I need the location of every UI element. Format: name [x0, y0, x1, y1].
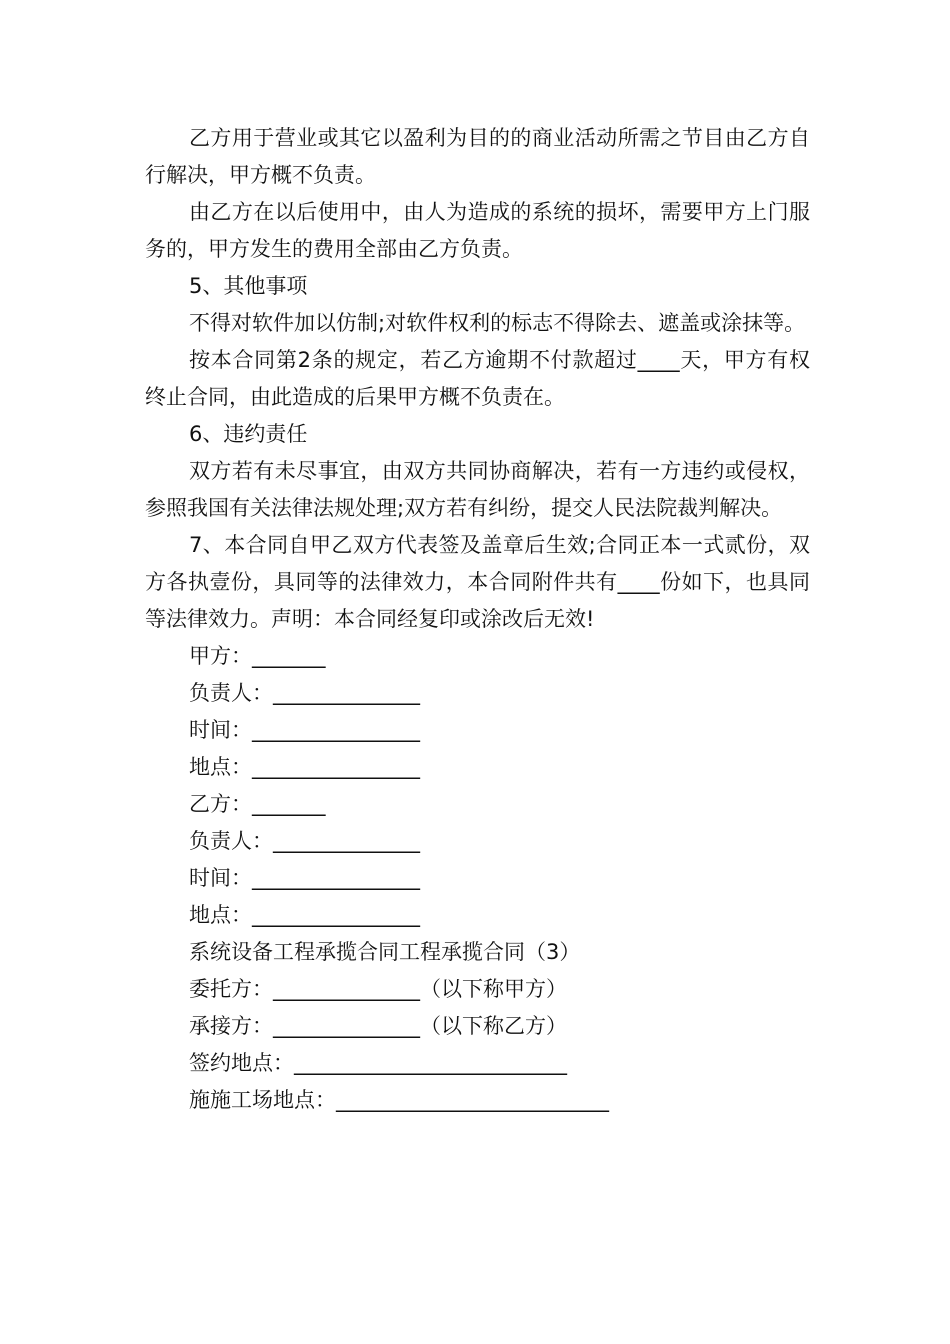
next-contract-title: 系统设备工程承揽合同工程承揽合同（3） [189, 940, 581, 964]
paragraph-overdue-payment: 按本合同第2条的规定，若乙方逾期不付款超过____天，甲方有权终止合同，由此造成的后果甲方概不负责在。 [145, 348, 810, 409]
document-body [145, 120, 810, 1119]
next-contract-sign-place: 签约地点：__________________________ [189, 1051, 567, 1075]
section-heading-other-matters: 5、其他事项 [189, 274, 308, 298]
next-contract-client: 委托方：______________（以下称甲方） [189, 977, 567, 1001]
signature-party-a-place: 地点：________________ [189, 755, 420, 779]
signature-party-b-place: 地点：________________ [189, 903, 420, 927]
paragraph-effective: 7、本合同自甲乙双方代表签及盖章后生效;合同正本一式贰份，双方各执壹份，具同等的法律效力，本合同附件共有____份如下，也具同等法律效力。声明：本合同经复印或涂改后无效! [145, 533, 810, 631]
signature-party-b: 乙方：_______ [189, 792, 326, 816]
signature-party-b-time: 时间：________________ [189, 866, 420, 890]
paragraph-self-solve: 乙方用于营业或其它以盈利为目的的商业活动所需之节目由乙方自行解决，甲方概不负责。 [145, 126, 810, 187]
section-heading-breach: 6、违约责任 [189, 422, 308, 446]
paragraph-dispute: 双方若有未尽事宜，由双方共同协商解决，若有一方违约或侵权，参照我国有关法律法规处理;双方若有纠纷，提交人民法院裁判解决。 [145, 459, 810, 520]
signature-party-a-responsible: 负责人：______________ [189, 681, 420, 705]
next-contract-contractor: 承接方：______________（以下称乙方） [189, 1014, 567, 1038]
paragraph-no-copy: 不得对软件加以仿制;对软件权利的标志不得除去、遮盖或涂抹等。 [189, 311, 806, 335]
signature-party-a: 甲方：_______ [189, 644, 326, 668]
signature-party-b-responsible: 负责人：______________ [189, 829, 420, 853]
next-contract-site-place: 施施工场地点：__________________________ [189, 1088, 609, 1112]
signature-party-a-time: 时间：________________ [189, 718, 420, 742]
paragraph-damage-cost: 由乙方在以后使用中，由人为造成的系统的损坏，需要甲方上门服务的，甲方发生的费用全部由乙方负责。 [145, 200, 810, 261]
